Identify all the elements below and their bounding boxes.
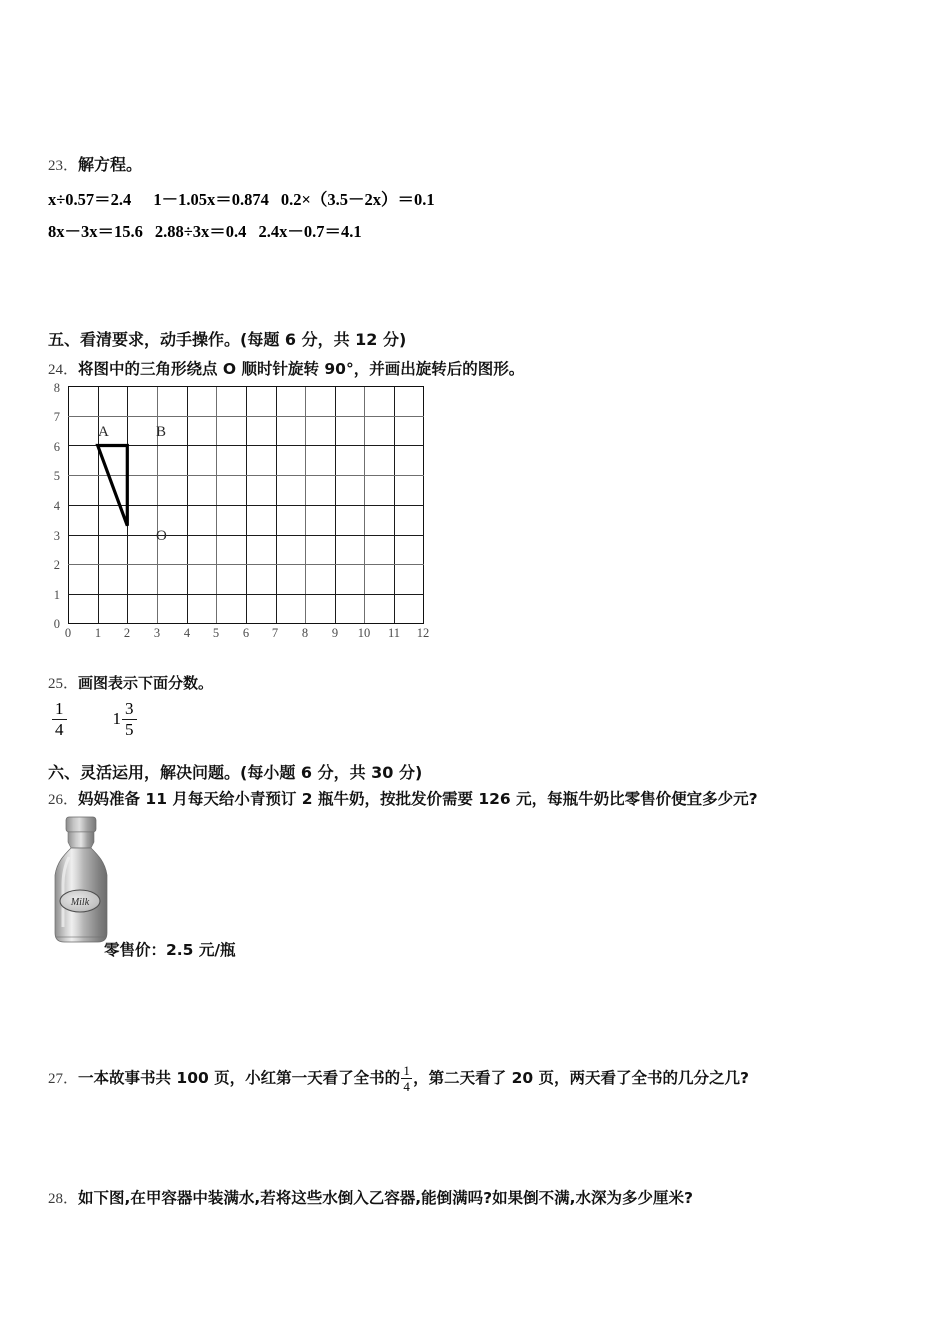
fraction-numerator: 1 (55, 699, 64, 718)
question-25-number: 25． (48, 676, 79, 692)
fraction-denominator: 4 (403, 1079, 410, 1094)
x-tick-11: 11 (387, 626, 401, 640)
y-tick-5: 5 (53, 469, 60, 483)
bottle-neck (68, 832, 94, 848)
y-tick-6: 6 (53, 440, 60, 454)
question-23-header (48, 152, 142, 175)
section-5-heading: 五、看清要求，动手操作。(每题 6 分，共 12 分) (48, 330, 407, 349)
inline-fraction-one-quarter (401, 1064, 412, 1093)
fraction-numerator: 3 (125, 699, 134, 718)
y-tick-3: 3 (53, 529, 60, 543)
question-25-fractions (52, 700, 137, 739)
x-tick-4: 4 (183, 626, 191, 640)
y-tick-1: 1 (53, 588, 60, 602)
fraction-one-quarter (52, 700, 67, 739)
x-tick-12: 12 (416, 626, 430, 640)
bottle-cap (66, 817, 96, 832)
x-tick-3: 3 (153, 626, 161, 640)
vertex-label-b: B (156, 424, 167, 440)
section-6-heading: 六、灵活运用，解决问题。(每小题 6 分，共 30 分) (48, 763, 423, 782)
question-28-number: 28． (48, 1191, 79, 1207)
fraction-denominator: 5 (125, 719, 134, 739)
vertex-label-o: O (156, 528, 167, 544)
x-tick-6: 6 (242, 626, 250, 640)
y-tick-8: 8 (53, 381, 60, 395)
equation-4: 8x－3x＝15.6 (48, 222, 143, 241)
question-24-header (48, 357, 524, 379)
question-28-text: 如下图,在甲容器中装满水,若将这些水倒入乙容器,能倒满吗?如果倒不满,水深为多少厘米? (78, 1189, 694, 1207)
question-24-text: 将图中的三角形绕点 O 顺时针旋转 90°，并画出旋转后的图形。 (78, 360, 525, 378)
fraction-numerator: 1 (403, 1063, 410, 1078)
y-tick-2: 2 (53, 558, 60, 572)
question-28-header (48, 1186, 693, 1208)
question-25-header (48, 672, 213, 693)
equation-1: x÷0.57＝2.4 (48, 190, 132, 209)
question-27-text-before: 一本故事书共 100 页，小红第一天看了全书的 (78, 1068, 401, 1087)
y-tick-0: 0 (53, 617, 60, 631)
y-tick-7: 7 (53, 410, 60, 424)
bottle-label-text: Milk (70, 897, 90, 908)
vertex-label-a: A (98, 424, 109, 440)
y-tick-4: 4 (53, 499, 60, 513)
fraction-denominator: 4 (55, 719, 64, 739)
question-23-equations-line-1 (48, 186, 435, 210)
x-tick-8: 8 (301, 626, 309, 640)
question-26-number: 26． (48, 792, 79, 808)
x-tick-7: 7 (271, 626, 279, 640)
question-26-header (48, 787, 758, 809)
x-tick-9: 9 (331, 626, 339, 640)
rotation-grid-figure (34, 381, 434, 644)
question-27-number: 27． (48, 1070, 79, 1087)
question-24-number: 24． (48, 362, 79, 378)
x-tick-1: 1 (94, 626, 102, 640)
retail-price-label: 零售价：2.5 元/瓶 (104, 941, 236, 959)
x-tick-10: 10 (357, 626, 371, 640)
mixed-fraction-part (122, 700, 137, 739)
question-27-header (48, 1065, 749, 1094)
x-tick-5: 5 (212, 626, 220, 640)
x-tick-0: 0 (64, 626, 72, 640)
coordinate-grid (68, 386, 424, 624)
question-23-number: 23． (48, 158, 79, 174)
question-25-prompt: 画图表示下面分数。 (78, 674, 214, 692)
milk-bottle-image (44, 815, 118, 945)
question-26-text: 妈妈准备 11 月每天给小青预订 2 瓶牛奶，按批发价需要 126 元，每瓶牛奶比零售价便宜多少元? (78, 790, 758, 808)
question-23-equations-line-2 (48, 218, 362, 242)
equation-3: 0.2×（3.5－2x）＝0.1 (280, 190, 435, 209)
question-23-prompt: 解方程。 (78, 155, 143, 174)
equation-5: 2.88÷3x＝0.4 (154, 222, 247, 241)
mixed-whole-part: 1 (112, 709, 121, 729)
question-27-text-after: ，第二天看了 20 页，两天看了全书的几分之几? (413, 1068, 750, 1087)
x-tick-2: 2 (123, 626, 131, 640)
equation-6: 2.4x－0.7＝4.1 (258, 222, 362, 241)
fraction-one-and-three-fifths (113, 700, 137, 739)
equation-2: 1－1.05x＝0.874 (153, 190, 269, 209)
